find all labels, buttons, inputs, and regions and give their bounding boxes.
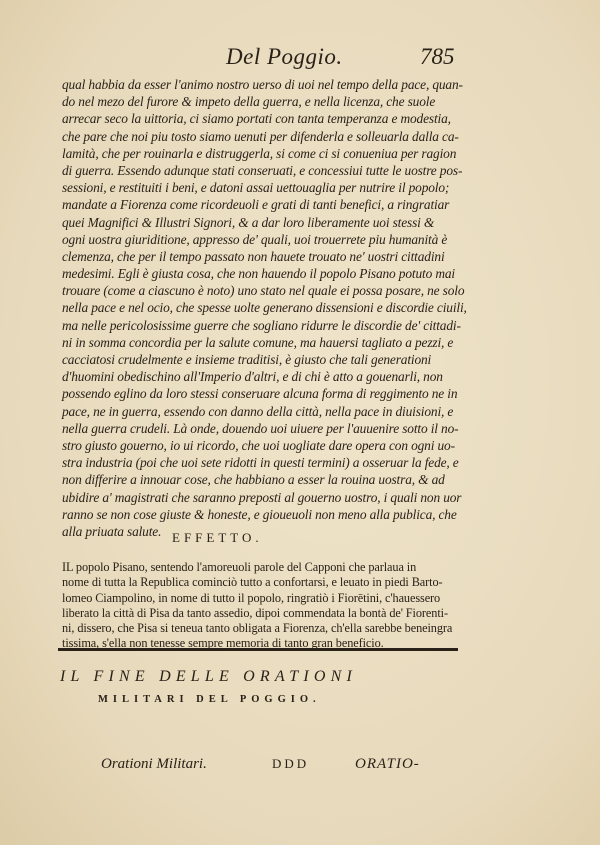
text-line: non differire a innouar cose, che habbiano a esser la rouina uostra, & ad — [62, 472, 445, 488]
text-line: ni, dissero, che Pisa si teneua tanto obligata a Fiorenza, ch'ella sarebbe beneingra — [62, 621, 453, 636]
text-line: pace, ne in guerra, essendo con danno della città, nella pace in diuisioni, e — [62, 403, 454, 419]
text-line: ni in somma concordia per la salute comune, ma hauersi tagliato a pezzi, e — [62, 334, 454, 350]
text-line: clemenza, che per il tempo passato non hauete trouato ne' uostri cittadini — [62, 248, 445, 264]
text-line: ubidire a' magistrati che saranno preposti al gouerno uostro, i quali non uor — [62, 489, 462, 505]
page-number: 785 — [420, 44, 455, 69]
text-line: trouare (come a ciascuno è noto) uno stato nel quale ei possa posare, ne solo — [62, 283, 465, 299]
oration-text — [62, 76, 467, 540]
text-line: cacciatosi crudelmente e insieme traditisi, è giusto che tali generationi — [62, 352, 432, 367]
text-line: nome di tutta la Republica cominciò tutto a confortarsi, e leuato in piedi Barto- — [62, 575, 443, 590]
section-rule — [58, 648, 458, 651]
text-line: mandate a Fiorenza come ricordeuoli e grati di tanti benefici, a ringratiar — [62, 197, 450, 213]
effetto-paragraph — [62, 560, 462, 652]
text-line: liberato la città di Pisa da tanto assedio, dipoi commendata la bontà de' Fiorenti- — [62, 605, 448, 620]
text-line: di guerra. Essendo adunque stati conseruati, e concessiui tutte le uostre pos- — [62, 162, 463, 178]
running-title: Del Poggio. — [226, 44, 343, 69]
colophon-line-2: MILITARI DEL POGGIO. — [98, 694, 321, 705]
text-line: nella pace e nel ocio, che spesse uolte generano dissensioni e discordie ciuili, — [62, 300, 467, 316]
colophon-line-1: IL FINE DELLE ORATIONI — [60, 668, 358, 685]
text-line: tissima, s'ella non tenesse sempre memoria di tanto gran beneficio. — [62, 636, 384, 651]
text-line: ma nelle pericolosissime guerre che sogliano ridurre le discordie de' cittadi- — [62, 317, 461, 333]
text-line: lamità, che per rouinarla e distruggerla, si come ci si conueniua per ragion — [62, 145, 457, 161]
signature-mark: DDD — [272, 756, 310, 771]
text-line: ranno se non cose giuste & honeste, e gioueuoli non meno alla publica, che — [62, 506, 457, 522]
text-line: qual habbia da esser l'animo nostro uerso di uoi nel tempo della pace, quan- — [62, 77, 463, 92]
text-line: stra industria (poi che uoi sete ridotti in questi termini) a osseruar la fede, e — [62, 455, 459, 471]
text-line: nella guerra crudeli. Là onde, douendo uoi uiuere per l'auuenire sotto il no- — [62, 420, 459, 436]
page-footer — [0, 756, 600, 778]
text-line: possendo eglino da loro stessi conseruare alcuna forma di reggimento ne in — [62, 386, 458, 402]
text-line: ogni uostra giuriditione, appresso de' quali, uoi trouerrete piu humanità è — [62, 231, 448, 247]
text-line: che pare che noi piu tosto siamo uenuti per difenderla e solleuarla dalla ca- — [62, 128, 459, 144]
text-line: lomeo Ciampolino, in nome di tutto il popolo, ringratiò i Fiorētini, c'hauessero — [62, 590, 441, 605]
text-line: do nel mezo del furore & impeto della guerra, e nella licenza, che suole — [62, 94, 436, 110]
text-line: stro giusto gouerno, io ui ricordo, che uoi uogliate dare opera con ogni uo- — [62, 437, 455, 453]
page-header — [0, 44, 600, 74]
text-line: quei Magnifici & Illustri Signori, & a dar loro liberamente uoi stessi & — [62, 214, 435, 230]
text-line: d'huomini obedischino all'Imperio d'altri, e di chi è atto a gouenarli, non — [62, 369, 443, 385]
catchword-right: ORATIO- — [355, 756, 420, 772]
effetto-heading: EFFETTO. — [172, 530, 263, 545]
text-line: arrecar seco la uittoria, ci siamo portati con tanta temperanza e modestia, — [62, 111, 451, 127]
text-line: alla priuata salute. — [62, 523, 162, 539]
catchword-left: Orationi Militari. — [101, 756, 207, 772]
text-line: medesimi. Egli è giusta cosa, che non hauendo il popolo Pisano potuto mai — [62, 266, 455, 282]
text-line: IL popolo Pisano, sentendo l'amoreuoli parole del Capponi che parlaua in — [62, 560, 417, 574]
text-line: sessioni, e restituiti i beni, e datoni assai uettouaglia per nutrire il popolo; — [62, 180, 450, 196]
